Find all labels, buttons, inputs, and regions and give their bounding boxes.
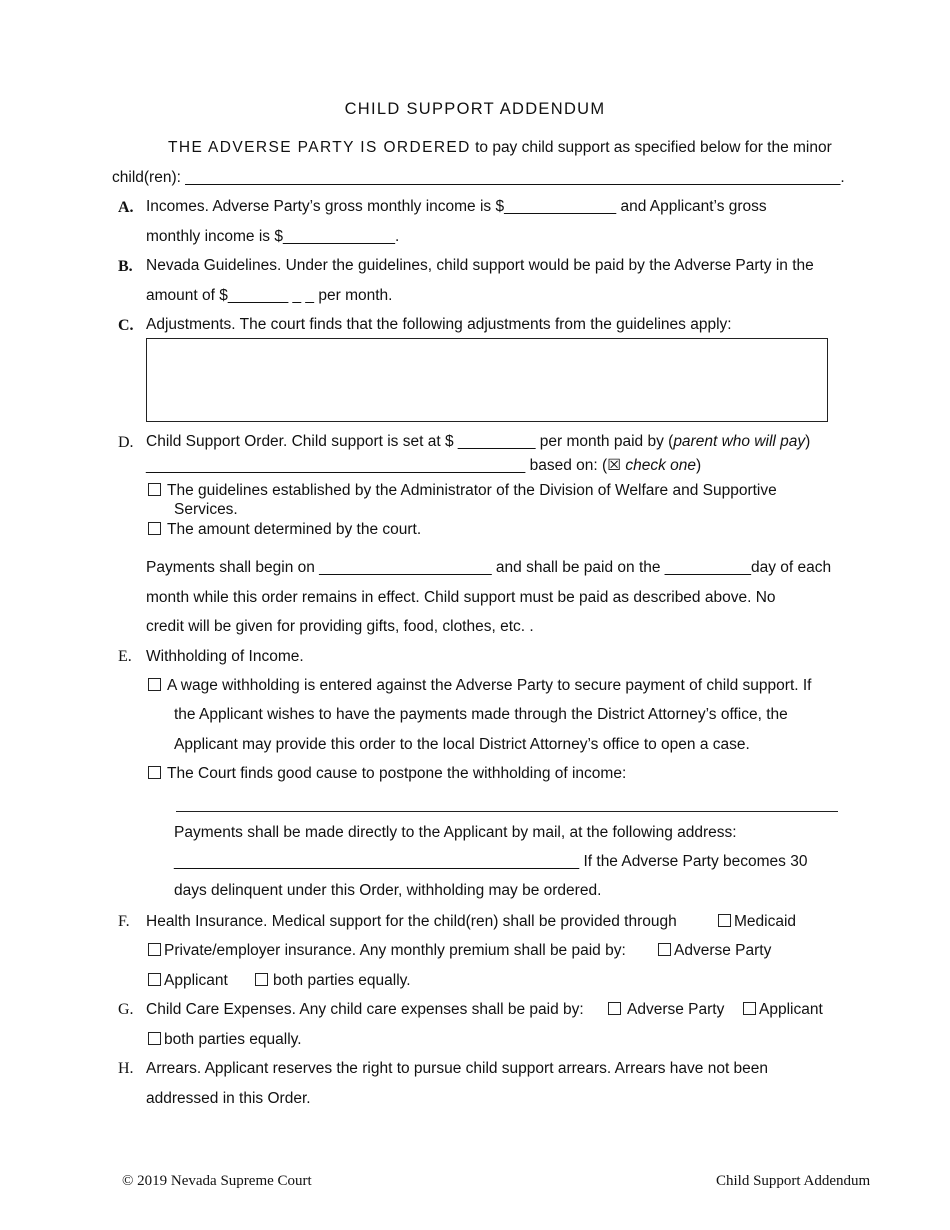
f-adverse-party-checkbox[interactable]: [658, 943, 671, 956]
postpone-withholding-option[interactable]: [148, 764, 626, 784]
intro-line-1: [168, 138, 832, 158]
section-h-line-2: addressed in this Order.: [146, 1090, 311, 1107]
f-applicant-label: Applicant: [164, 972, 228, 989]
good-cause-line[interactable]: [176, 811, 838, 812]
g-both-checkbox[interactable]: [148, 1032, 161, 1045]
section-e-heading: Withholding of Income.: [146, 648, 304, 665]
section-b-line-1: Nevada Guidelines. Under the guidelines, child support would be paid by the Adverse Party in the: [146, 257, 814, 274]
guidelines-option-line-2: Services.: [174, 501, 238, 518]
guidelines-option[interactable]: [148, 481, 777, 501]
footer-form-name: Child Support Addendum: [716, 1173, 871, 1189]
page-title: CHILD SUPPORT ADDENDUM: [344, 100, 606, 118]
private-insurance-option[interactable]: [148, 941, 626, 961]
f-adverse-party-option[interactable]: [658, 941, 771, 961]
section-d-line-2-text: ____________________________________________ based on: (☒: [146, 457, 626, 474]
mail-line-3: days delinquent under this Order, withholding may be ordered.: [174, 882, 602, 899]
section-b-label: B.: [118, 258, 133, 275]
parent-who-will-pay-hint: parent who will pay: [673, 433, 806, 450]
private-insurance-checkbox[interactable]: [148, 943, 161, 956]
intro-rest: to pay child support as specified below for the minor: [470, 139, 832, 156]
g-applicant-option[interactable]: [743, 1000, 823, 1020]
section-a-label: A.: [118, 199, 134, 216]
g-adverse-party-checkbox[interactable]: [608, 1002, 621, 1015]
g-applicant-label: Applicant: [759, 1001, 823, 1018]
section-e-label: E.: [118, 648, 132, 665]
section-d-line-1-text: Child Support Order. Child support is set at $ _________ per month paid by (: [146, 433, 674, 450]
section-d-line-2[interactable]: [146, 456, 701, 476]
court-amount-option[interactable]: [148, 520, 421, 540]
wage-withholding-line-3: Applicant may provide this order to the local District Attorney’s office to open a case.: [174, 736, 750, 753]
f-adverse-party-label: Adverse Party: [674, 942, 772, 959]
f-both-option[interactable]: [255, 971, 411, 991]
medicaid-checkbox[interactable]: [718, 914, 731, 927]
wage-withholding-line-2: the Applicant wishes to have the payments made through the District Attorney’s office, the: [174, 706, 788, 723]
medicaid-option[interactable]: [718, 912, 796, 932]
guidelines-option-text: The guidelines established by the Administrator of the Division of Welfare and Supportive: [167, 482, 777, 499]
court-amount-option-text: The amount determined by the court.: [167, 521, 422, 538]
f-applicant-checkbox[interactable]: [148, 973, 161, 986]
payments-line-1[interactable]: Payments shall begin on ____________________ and shall be paid on the __________day of each: [146, 559, 832, 576]
section-h-label: H.: [118, 1060, 134, 1077]
f-both-checkbox[interactable]: [255, 973, 268, 986]
payments-line-3: credit will be given for providing gifts, food, clothes, etc. .: [146, 618, 534, 635]
g-both-option[interactable]: [148, 1030, 302, 1050]
section-a-line-1[interactable]: Incomes. Adverse Party’s gross monthly income is $_____________ and Applicant’s gross: [146, 198, 767, 215]
postpone-withholding-checkbox[interactable]: [148, 766, 161, 779]
intro-lead: THE ADVERSE PARTY IS ORDERED: [168, 139, 471, 156]
section-d-line-1-close: ): [805, 433, 811, 450]
medicaid-label: Medicaid: [734, 913, 797, 930]
section-f-label: F.: [118, 913, 130, 930]
footer-copyright: © 2019 Nevada Supreme Court: [122, 1173, 312, 1189]
check-one-hint: check one: [625, 457, 697, 474]
private-insurance-text: Private/employer insurance. Any monthly premium shall be paid by:: [164, 942, 626, 959]
intro-children-line[interactable]: child(ren): ____________________________________________________________________________.: [112, 169, 845, 186]
postpone-withholding-text: The Court finds good cause to postpone the withholding of income:: [167, 765, 627, 782]
section-g-line-1: Child Care Expenses. Any child care expenses shall be paid by:: [146, 1001, 584, 1018]
mail-address-line[interactable]: _______________________________________________ If the Adverse Party becomes 30: [174, 853, 808, 870]
g-adverse-party-label: Adverse Party: [627, 1001, 725, 1018]
section-g-label: G.: [118, 1001, 134, 1018]
f-applicant-option[interactable]: [148, 971, 228, 991]
mail-line-1: Payments shall be made directly to the Applicant by mail, at the following address:: [174, 824, 737, 841]
section-d-line-2-close: ): [696, 457, 702, 474]
section-h-line-1: Arrears. Applicant reserves the right to pursue child support arrears. Arrears have not been: [146, 1060, 769, 1077]
payments-line-2: month while this order remains in effect. Child support must be paid as described above. No: [146, 589, 776, 606]
wage-withholding-text: A wage withholding is entered against the Adverse Party to secure payment of child support. If: [167, 677, 812, 694]
g-both-label: both parties equally.: [164, 1031, 302, 1048]
section-b-line-2[interactable]: amount of $_______ _ _ per month.: [146, 287, 393, 304]
section-c-line-1: Adjustments. The court finds that the following adjustments from the guidelines apply:: [146, 316, 732, 333]
wage-withholding-checkbox[interactable]: [148, 678, 161, 691]
section-f-line-1: Health Insurance. Medical support for the child(ren) shall be provided through: [146, 913, 677, 930]
section-d-label: D.: [118, 434, 134, 451]
court-amount-checkbox[interactable]: [148, 522, 161, 535]
section-d-line-1[interactable]: [146, 432, 810, 452]
g-applicant-checkbox[interactable]: [743, 1002, 756, 1015]
wage-withholding-option[interactable]: [148, 676, 811, 696]
g-adverse-party-option[interactable]: [608, 1000, 724, 1020]
section-c-label: C.: [118, 317, 134, 334]
guidelines-checkbox[interactable]: [148, 483, 161, 496]
f-both-label: both parties equally.: [273, 972, 411, 989]
adjustments-text-box[interactable]: [146, 338, 828, 422]
section-a-line-2[interactable]: monthly income is $_____________.: [146, 228, 400, 245]
